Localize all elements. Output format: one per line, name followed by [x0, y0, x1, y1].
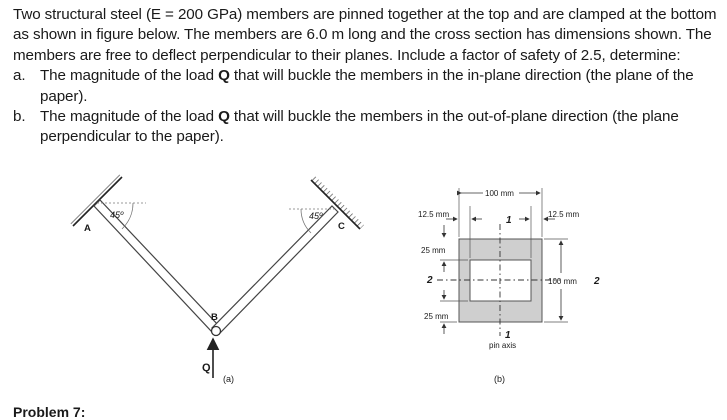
dim-right-wall-label: 12.5 mm	[548, 210, 580, 219]
axis-2-right-label: 2	[594, 276, 600, 287]
question-b-load-symbol: Q	[218, 108, 230, 126]
question-a-pre: The magnitude of the load	[40, 67, 219, 85]
figure-a-caption: (a)	[223, 374, 234, 384]
angle-left-label: 45º	[110, 210, 124, 220]
problem-intro: Two structural steel (E = 200 GPa) members are pinned together at the top and are clamped at the bottom as shown in figure below. The members are 6.0 m long and the cross section has dimensions shown. The members are free to deflect perpendicular to their planes. Include a factor of safety of 2.5, determine:	[13, 6, 717, 64]
question-a-post: that will buckle the members in the in-plane direction (the plane of the paper).	[40, 67, 694, 105]
figure-b-caption: (b)	[494, 374, 505, 384]
question-b-post: that will buckle the members in the out-of-plane direction (the plane perpendicular to the paper).	[40, 108, 679, 146]
support-c-label: C	[338, 221, 345, 232]
cross-section-inner	[470, 260, 531, 301]
dim-height-label: 100 mm	[548, 277, 577, 286]
pin-b	[212, 327, 221, 336]
pin-axis-label: pin axis	[489, 341, 517, 350]
dim-width-label: 100 mm	[485, 189, 514, 198]
dim-left-wall-label: 12.5 mm	[418, 210, 450, 219]
question-a-marker: a.	[13, 67, 26, 85]
question-a-load-symbol: Q	[218, 67, 230, 85]
figure-b	[418, 188, 600, 384]
dim-upper-label: 25 mm	[421, 246, 446, 255]
question-b-pre: The magnitude of the load	[40, 108, 219, 126]
right-member	[212, 206, 338, 334]
support-a-label: A	[84, 223, 91, 234]
pin-b-label: B	[211, 312, 218, 323]
question-b-marker: b.	[13, 108, 26, 126]
axis-2-left-label: 2	[427, 275, 433, 286]
axis-1-bottom-label: 1	[505, 330, 511, 341]
figure-a	[69, 173, 364, 384]
load-q-label: Q	[202, 362, 211, 374]
axis-1-top-label: 1	[506, 215, 512, 226]
angle-right-label: 45º	[309, 211, 323, 221]
problem-number: Problem 7:	[13, 404, 86, 420]
dim-lower-label: 25 mm	[424, 312, 449, 321]
